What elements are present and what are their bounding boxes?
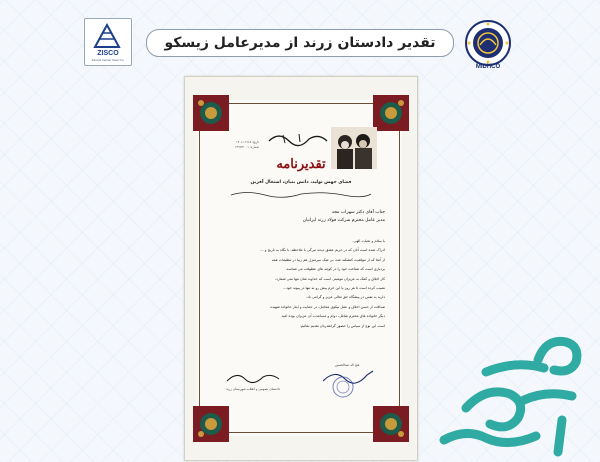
calligraphy-heading (265, 129, 331, 147)
page-title: تقدیر دادستان زرند از مدیرعامل زیسکو (164, 35, 436, 51)
certificate-body (219, 237, 385, 331)
eghtesad-page-watermark (426, 320, 596, 460)
body-line: از آنجا که از موقعیت کنشکند شد، بی شک سرمنزل هم زیبا در تنظیمات همه (271, 257, 385, 262)
body-line: با سلام و تحیات الهی، (352, 239, 385, 243)
handwritten-line (227, 188, 375, 200)
zisco-logo (84, 18, 132, 66)
document-meta (231, 140, 259, 149)
meta-date: تاریخ: ۱۴۰۱/۰۲/۱۸ (236, 140, 259, 144)
body-line: ادراک شده است آنان که در حریم عشق دیدند تیرگی با ملاحظه، با نگاه به تاریخ و ... (260, 248, 385, 253)
meta-number: شماره: ۱۳۹۳/۲۰۰۱ (234, 144, 259, 149)
signatory-left-title: دادستان عمومی و انقلاب شهرستان زرند (226, 387, 280, 391)
midhco-logo-text: MIDHCO (475, 64, 501, 70)
floral-corner-icon (193, 95, 229, 131)
floral-corner-icon (193, 406, 229, 442)
body-line: دارید به نفس در پیشگاه حق تعالی عزیز و گرامی باد. (306, 295, 385, 300)
recipient-name: جناب آقای دکتر سهراب مجد (331, 210, 385, 215)
body-line: دیگر خانواده های محترم شاغل، دوام و مساعدت آن عزیزان بوده امید (281, 314, 385, 319)
header (0, 0, 600, 76)
body-line: صداقت از حسن اخلاق و عمل نیکوی محامل، در حمایت و ایثار خانواده شهیده (270, 304, 385, 309)
body-line: است این نوع از سپاس را حضور گرانقدرتان تقدیم نمائیم. (299, 323, 385, 328)
title-banner (146, 29, 454, 57)
signature-left (223, 369, 283, 387)
zisco-logo-text: ZISCO (97, 50, 119, 57)
body-line: بردباری است که شناخت خود را در کوچه های عطوفت می شناسد. (285, 267, 385, 272)
body-line: نصیب کرده است تا هر روز با این خرم پیش رو نه تنها در پیوند خود... (282, 286, 385, 291)
stamp-icon (331, 375, 355, 399)
midhco-emblem-icon (464, 19, 512, 67)
certificate-title: تقدیرنامه (276, 157, 326, 172)
certificate (184, 76, 418, 461)
floral-corner-icon (373, 406, 409, 442)
zisco-logo-subtitle: Zarand Iranian Steel Co. (91, 58, 125, 62)
recipient-position: مدیر عامل محترم شرکت فولاد زرند ایرانیان (302, 218, 385, 223)
body-line: کار اخلاق و کمک به عزیزان موهبتی است که خداوند شان تنها نمی شمارد، (274, 276, 385, 281)
zisco-emblem-icon (92, 23, 122, 49)
signatory-right-name: فتح اله عبدالحسین (334, 363, 360, 367)
slogan: فضای جهش تولید، دانش بنیان، اشتغال آفرین (250, 180, 352, 185)
floral-corner-icon (373, 95, 409, 131)
